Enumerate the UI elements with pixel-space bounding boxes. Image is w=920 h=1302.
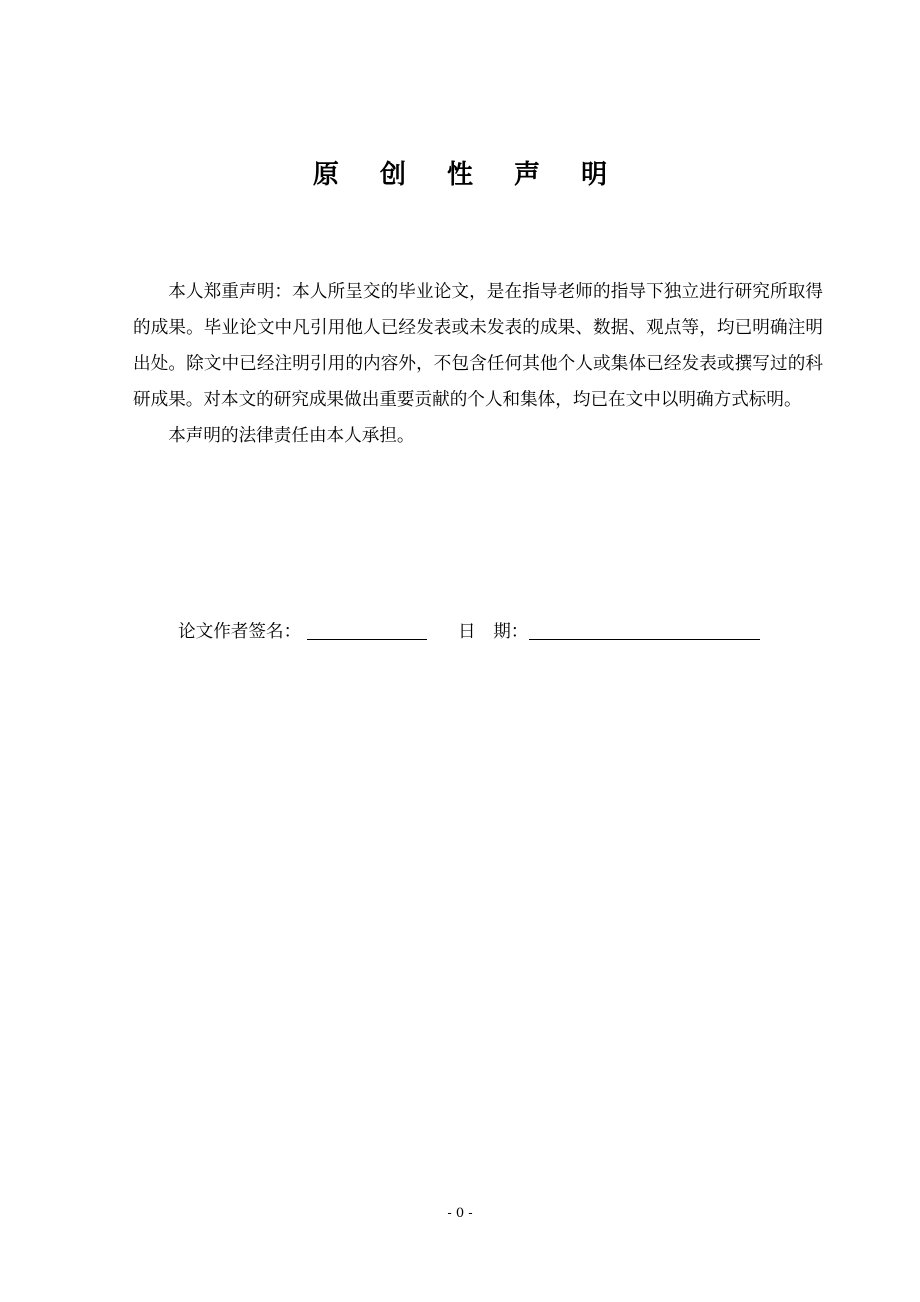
page-title: 原 创 性 声 明: [312, 160, 624, 190]
declaration-paragraph: 本人郑重声明：本人所呈交的毕业论文，是在指导老师的指导下独立进行研究所取得的成果。毕业论文中凡引用他人已经发表或未发表的成果、数据、观点等，均已明确注明出处。除文中已经注明引用的内容外，不包含任何其他个人或集体已经发表或撰写过的科研成果。对本文的研究成果做出重要贡献的个人和集体，均已在文中以明确方式标明。: [133, 282, 823, 410]
date-label: 日 期：: [458, 622, 529, 642]
author-signature-label: 论文作者签名：: [178, 622, 302, 642]
author-signature-line[interactable]: [307, 639, 427, 640]
date-line[interactable]: [529, 639, 760, 640]
liability-paragraph: 本声明的法律责任由本人承担。: [168, 426, 415, 446]
page-number: - 0 -: [447, 1206, 473, 1221]
declaration-body: [133, 274, 823, 454]
